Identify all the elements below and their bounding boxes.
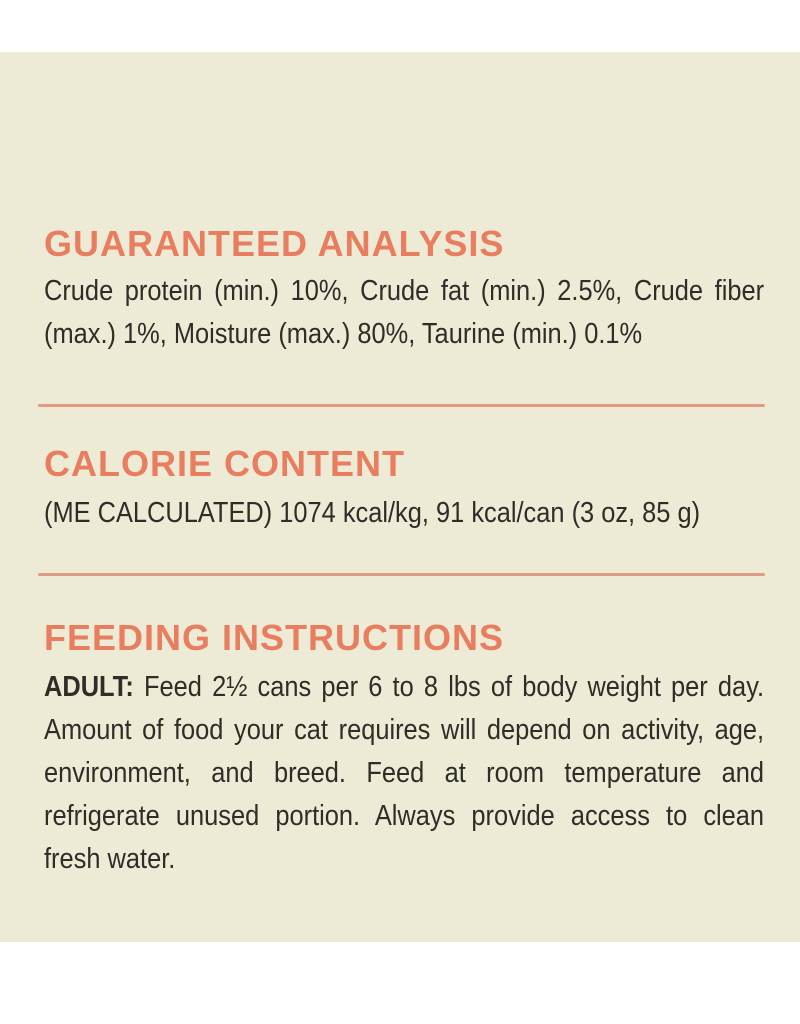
nutrition-label-panel (0, 52, 800, 942)
guaranteed-analysis-heading: GUARANTEED ANALYSIS (44, 223, 505, 264)
section-divider (38, 573, 765, 576)
calorie-content-text: (ME CALCULATED) 1074 kcal/kg, 91 kcal/can (3 oz, 85 g) (44, 497, 701, 529)
calorie-content-heading: CALORIE CONTENT (44, 443, 405, 484)
feeding-instructions-heading: FEEDING INSTRUCTIONS (44, 617, 505, 658)
section-divider (38, 404, 765, 407)
adult-label: ADULT: (44, 671, 145, 703)
feeding-instructions-body: Feed 2½ cans per 6 to 8 lbs of body weight per day. Amount of food your cat requires will depend on activity, age, environment, and breed. Feed at room temperature and refrigerate unused portion. Always provide access to clean fresh water. (44, 671, 765, 875)
feeding-instructions-text (44, 666, 764, 881)
guaranteed-analysis-text: Crude protein (min.) 10%, Crude fat (min.) 2.5%, Crude fiber (max.) 1%, Moisture (max.) 80%, Taurine (min.) 0.1% (44, 275, 765, 350)
